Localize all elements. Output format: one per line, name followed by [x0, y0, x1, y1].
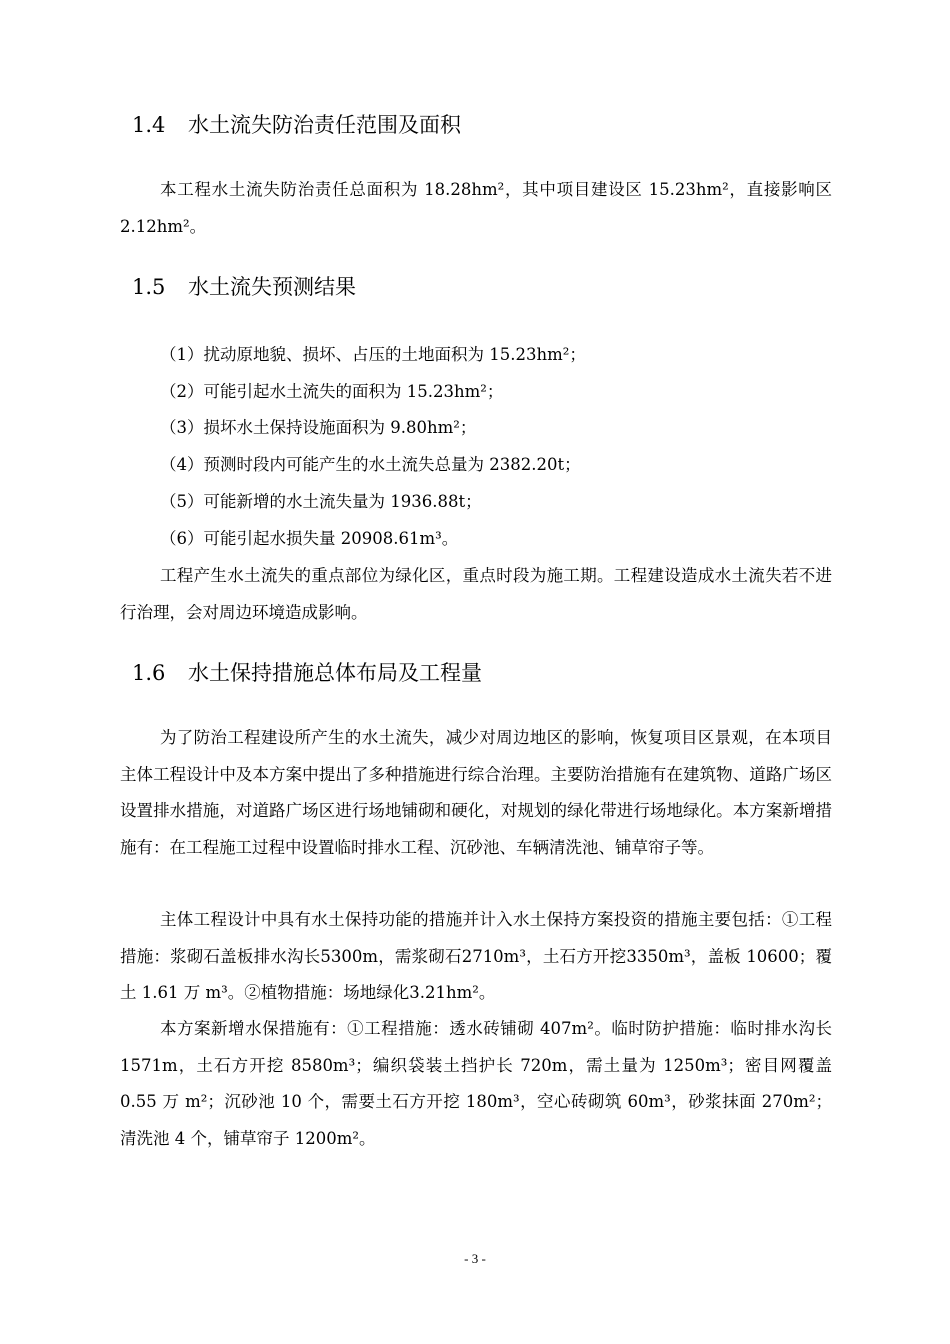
list-item: （3）损坏水土保持设施面积为 9.80hm²；	[160, 418, 477, 437]
paragraph: 主体工程设计中具有水土保持功能的措施并计入水土保持方案投资的措施主要包括：①工程措施：浆砌石盖板排水沟长5300m，需浆砌石2710m³，土石方开挖3350m³，盖板 10600；覆土 1.61 万 m³。②植物措施：场地绿化3.21hm²。	[120, 910, 832, 1002]
paragraph: 本方案新增水保措施有：①工程措施：透水砖铺砌 407m²。临时防护措施：临时排水沟长 1571m，土石方开挖 8580m³；编织袋装土挡护长 720m，需土量为 1250m³；密目网覆盖 0.55 万 m²；沉砂池 10 个，需要土石方开挖 180m³，空心砖砌筑 60m³，砂浆抹面 270m²；清洗池 4 个，铺草帘子 1200m²。	[120, 1019, 832, 1148]
section-number: 1.6	[132, 661, 166, 685]
section-number: 1.5	[132, 275, 166, 299]
paragraph: 为了防治工程建设所产生的水土流失，减少对周边地区的影响，恢复项目区景观，在本项目主体工程设计中及本方案中提出了多种措施进行综合治理。主要防治措施有在建筑物、道路广场区设置排水措施，对道路广场区进行场地铺砌和硬化，对规划的绿化带进行场地绿化。本方案新增措施有：在工程施工过程中设置临时排水工程、沉砂池、车辆清洗池、铺草帘子等。	[120, 728, 832, 857]
paragraph: 本工程水土流失防治责任总面积为 18.28hm²，其中项目建设区 15.23hm²，直接影响区 2.12hm²。	[120, 180, 832, 236]
section-heading-1-4	[132, 111, 461, 139]
page-number: - 3 -	[464, 1251, 486, 1266]
section-heading-1-5	[132, 273, 356, 301]
section-title: 水土流失防治责任范围及面积	[188, 113, 461, 137]
list-item: （2）可能引起水土流失的面积为 15.23hm²；	[160, 382, 504, 401]
section-number: 1.4	[132, 113, 166, 137]
paragraph: 工程产生水土流失的重点部位为绿化区，重点时段为施工期。工程建设造成水土流失若不进行治理，会对周边环境造成影响。	[120, 566, 832, 622]
section-title: 水土流失预测结果	[188, 275, 356, 299]
list-item: （6）可能引起水损失量 20908.61m³。	[160, 529, 459, 548]
list-item: （4）预测时段内可能产生的水土流失总量为 2382.20t；	[160, 455, 581, 474]
section-heading-1-6	[132, 659, 482, 687]
list-item: （1）扰动原地貌、损坏、占压的土地面积为 15.23hm²；	[160, 345, 586, 364]
section-title: 水土保持措施总体布局及工程量	[188, 661, 482, 685]
list-item: （5）可能新增的水土流失量为 1936.88t；	[160, 492, 482, 511]
